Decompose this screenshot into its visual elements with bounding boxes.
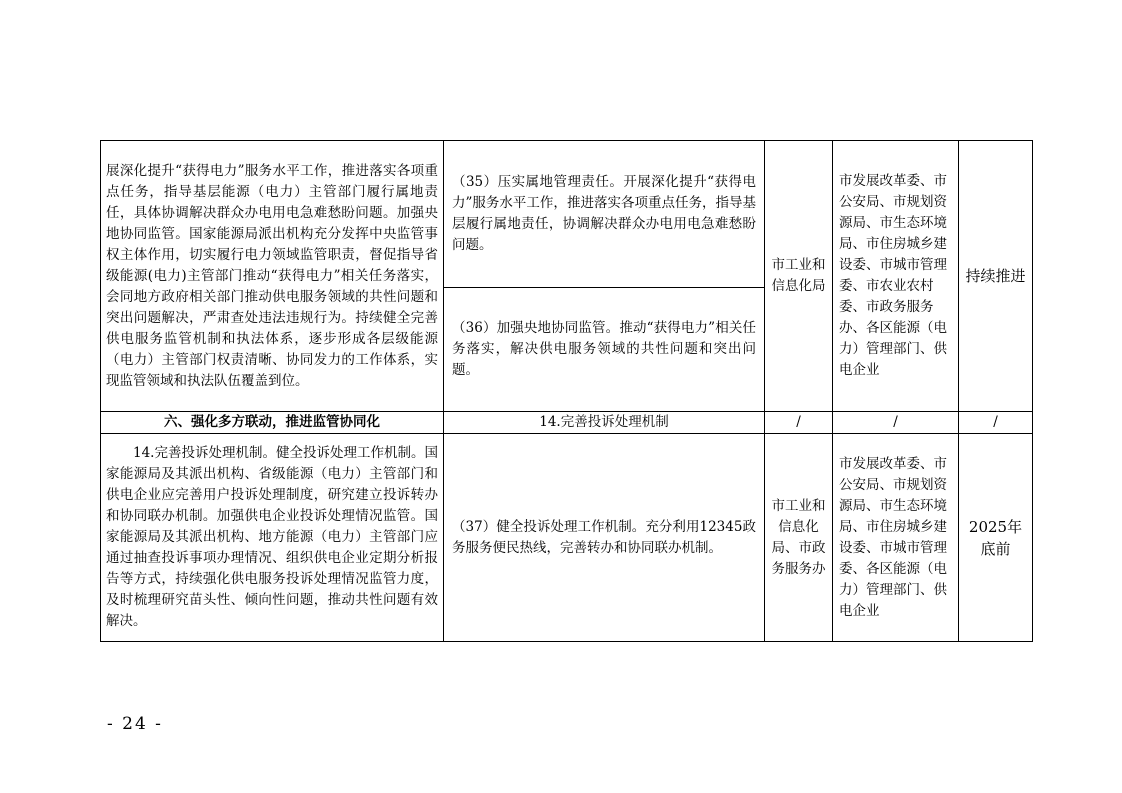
timeline-cell: 2025年底前 [959,434,1033,642]
timeline-cell: 持续推进 [959,141,1033,412]
measure-description-cell: 展深化提升“获得电力”服务水平工作，推进落实各项重点任务，指导基层能源（电力）主管部门履行属地责任，具体协调解决群众办电用电急难愁盼问题。加强央地协同监管。国家能源局派出机构充分发挥中央监管事权主体作用，切实履行电力领域监管职责，督促指导省级能源(电力)主管部门推动“获得电力”相关任务落实，会同地方政府相关部门推动供电服务领域的共性问题和突出问题解决，严肃查处违法违规行为。持续健全完善供电服务监管机制和执法体系，逐步形成各层级能源（电力）主管部门权责清晰、协同发力的工作体系，实现监管领域和执法队伍覆盖到位。 [101,141,444,412]
section-subtitle: 14.完善投诉处理机制 [444,412,765,434]
partner-departments-cell: 市发展改革委、市公安局、市规划资源局、市生态环境局、市住房城乡建设委、市城市管理委、市农业农村委、市政务服务办、各区能源（电力）管理部门、供电企业 [833,141,959,412]
table-row [101,141,1033,288]
slash-cell: / [833,412,959,434]
section-header-row [101,412,1033,434]
task-36-cell: （36）加强央地协同监管。推动“获得电力”相关任务落实，解决供电服务领域的共性问题和突出问题。 [444,288,765,412]
lead-department-cell: 市工业和信息化局 [765,141,833,412]
page-number: - 24 - [107,714,163,734]
measure-description-cell: 14.完善投诉处理机制。健全投诉处理工作机制。国家能源局及其派出机构、省级能源（电力）主管部门和供电企业应完善用户投诉处理制度，研究建立投诉转办和协同联办机制。加强供电企业投诉处理情况监管。国家能源局及其派出机构、地方能源（电力）主管部门应通过抽查投诉事项办理情况、组织供电企业定期分析报告等方式，持续强化供电服务投诉处理情况监管力度，及时梳理研究苗头性、倾向性问题，推动共性问题有效解决。 [101,434,444,642]
table-row [101,434,1033,642]
slash-cell: / [765,412,833,434]
lead-department-cell: 市工业和信息化局、市政务服务办 [765,434,833,642]
measures-table [100,140,1033,642]
section-title: 六、强化多方联动，推进监管协同化 [101,412,444,434]
task-35-cell: （35）压实属地管理责任。开展深化提升“获得电力”服务水平工作，推进落实各项重点任务，指导基层履行属地责任，协调解决群众办电用电急难愁盼问题。 [444,141,765,288]
slash-cell: / [959,412,1033,434]
partner-departments-cell: 市发展改革委、市公安局、市规划资源局、市生态环境局、市住房城乡建设委、市城市管理委、各区能源（电力）管理部门、供电企业 [833,434,959,642]
task-37-cell: （37）健全投诉处理工作机制。充分利用12345政务服务便民热线，完善转办和协同联办机制。 [444,434,765,642]
